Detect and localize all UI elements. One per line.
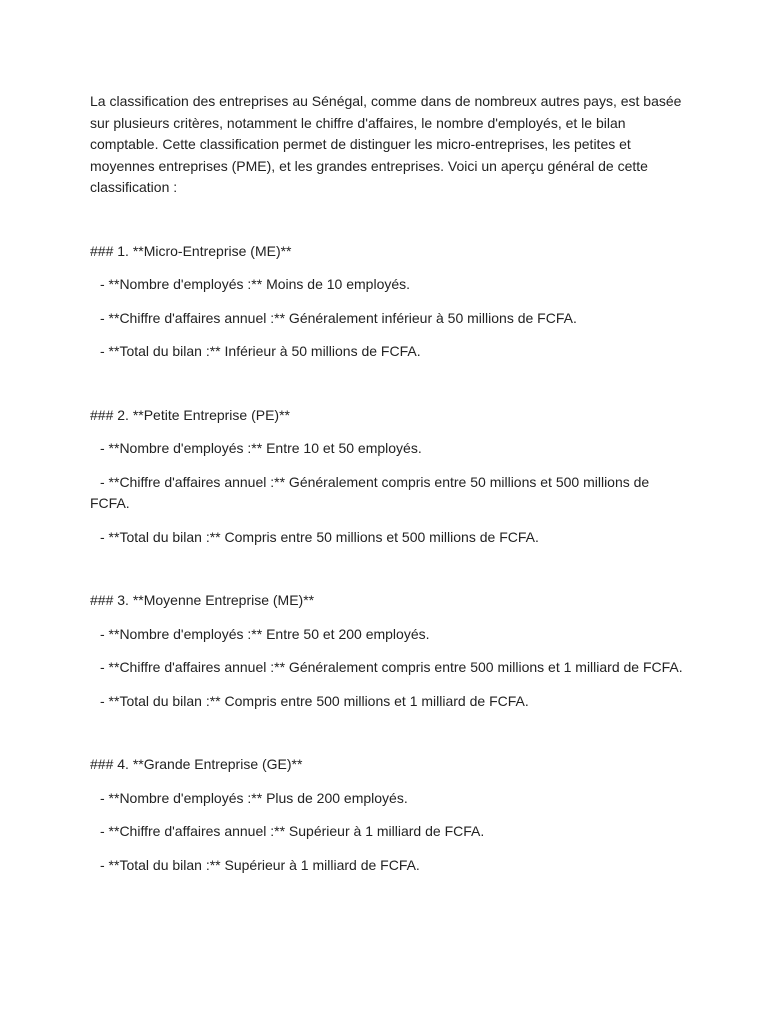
list-item: - **Chiffre d'affaires annuel :** Généralement compris entre 50 millions et 500 millions de FCFA. bbox=[90, 473, 650, 511]
list-item: - **Total du bilan :** Supérieur à 1 milliard de FCFA. bbox=[100, 856, 420, 873]
section-petite-entreprise bbox=[90, 405, 690, 549]
section-micro-entreprise bbox=[90, 241, 690, 363]
section-moyenne-entreprise bbox=[90, 590, 690, 712]
section-heading: ### 1. **Micro-Entreprise (ME)** bbox=[90, 242, 292, 259]
list-item: - **Total du bilan :** Compris entre 50 millions et 500 millions de FCFA. bbox=[100, 528, 539, 545]
list-item: - **Chiffre d'affaires annuel :** Supérieur à 1 milliard de FCFA. bbox=[100, 823, 485, 839]
list-item: - **Chiffre d'affaires annuel :** Généralement compris entre 500 millions et 1 milliard de FCFA. bbox=[100, 659, 683, 675]
list-item: - **Nombre d'employés :** Moins de 10 employés. bbox=[100, 276, 411, 292]
section-heading: ### 3. **Moyenne Entreprise (ME)** bbox=[90, 592, 315, 608]
section-grande-entreprise bbox=[90, 754, 690, 876]
document-page bbox=[90, 91, 690, 876]
intro-paragraph: La classification des entreprises au Sénégal, comme dans de nombreux autres pays, est basée sur plusieurs critères, notamment le chiffre d'affaires, le nombre d'employés, et le bilan comptable. Cette classification permet de distinguer les micro-entreprises, les petites et moyennes entreprises (PME), et les grandes entreprises. Voici un aperçu général de cette classification : bbox=[90, 93, 682, 195]
list-item: - **Nombre d'employés :** Entre 10 et 50 employés. bbox=[100, 440, 422, 456]
list-item: - **Chiffre d'affaires annuel :** Généralement inférieur à 50 millions de FCFA. bbox=[100, 309, 577, 326]
section-heading: ### 2. **Petite Entreprise (PE)** bbox=[90, 406, 290, 423]
section-heading: ### 4. **Grande Entreprise (GE)** bbox=[90, 756, 303, 772]
list-item: - **Total du bilan :** Inférieur à 50 millions de FCFA. bbox=[100, 343, 421, 359]
list-item: - **Nombre d'employés :** Plus de 200 employés. bbox=[100, 789, 408, 806]
list-item: - **Total du bilan :** Compris entre 500 millions et 1 milliard de FCFA. bbox=[100, 692, 529, 709]
list-item: - **Nombre d'employés :** Entre 50 et 200 employés. bbox=[100, 625, 430, 642]
